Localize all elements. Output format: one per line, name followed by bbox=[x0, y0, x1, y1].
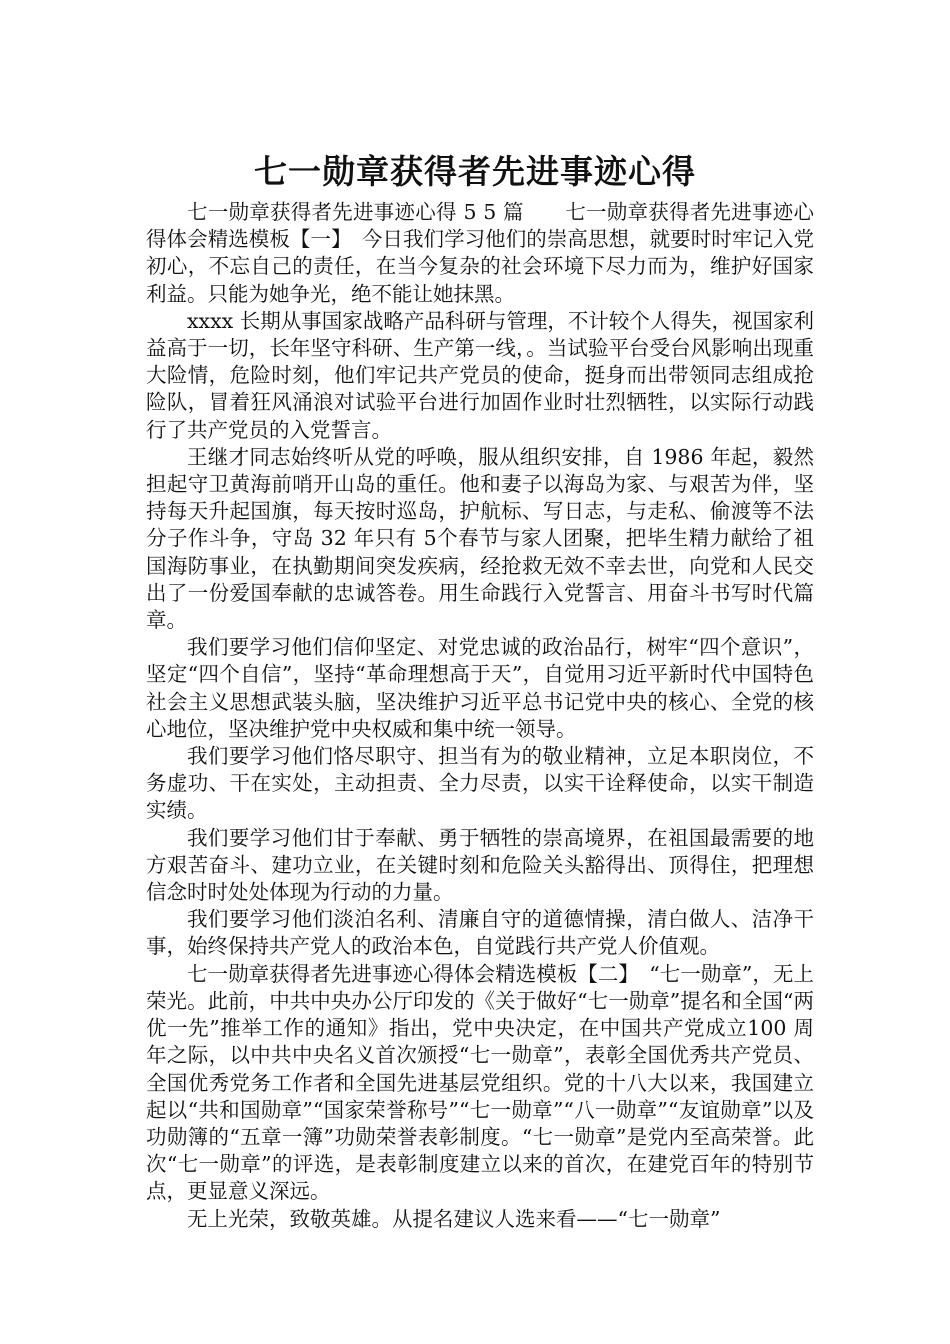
paragraph-5: 我们要学习他们恪尽职守、担当有为的敬业精神，立足本职岗位，不务虚功、干在实处，主动担责、全力尽责，以实干诠释使命，以实干制造实绩。 bbox=[146, 744, 814, 823]
document-title: 七一勋章获得者先进事迹心得 bbox=[254, 152, 696, 192]
paragraph-6: 我们要学习他们甘于奉献、勇于牺牲的崇高境界，在祖国最需要的地方艰苦奋斗、建功立业，在关键时刻和危险关头豁得出、顶得住，把理想信念时时处处体现为行动的力量。 bbox=[146, 825, 814, 905]
paragraph-8: 七一勋章获得者先进事迹心得体会精选模板【二】 “七一勋章”，无上荣光。此前，中共中央办公厅印发的《关于做好“七一勋章”提名和全国“两优一先”推举工作的通知》指出，党中央决定，在中国共产党成立100 周年之际，以中共中央名义首次颁授“七一勋章”，表彰全国优秀共产党员、全国优秀党务工作者和全国先进基层党组织。党的十八大以来，我国建立起以“共和国勋章”“国家荣誉称号”“七一勋章”“八一勋章”“友谊勋章”以及功勋簿的“五章一簿”功勋荣誉表彰制度。“七一勋章”是党内至高荣誉。此次“七一勋章”的评选，是表彰制度建立以来的首次，在建党百年的特别节点，更显意义深远。 bbox=[146, 961, 814, 1204]
paragraph-4: 我们要学习他们信仰坚定、对党忠诚的政治品行，树牢“四个意识”，坚定“四个自信”，坚持“革命理想高于天”，自觉用习近平新时代中国特色社会主义思想武装头脑，坚决维护习近平总书记党中央的核心、全党的核心地位，坚决维护党中央权威和集中统一领导。 bbox=[146, 635, 814, 741]
paragraph-1: 七一勋章获得者先进事迹心得 5 5 篇 七一勋章获得者先进事迹心得体会精选模板【一】 今日我们学习他们的崇高思想，就要时时牢记入党初心，不忘自己的责任，在当今复杂的社会环境下尽力而为，维护好国家利益。只能为她争光，绝不能让她抹黑。 bbox=[146, 200, 814, 306]
document-body bbox=[146, 199, 814, 1233]
paragraph-3: 王继才同志始终听从党的呼唤，服从组织安排，自 1986 年起，毅然担起守卫黄海前哨开山岛的重任。他和妻子以海岛为家、与艰苦为伴，坚持每天升起国旗，每天按时巡岛，护航标、写日志，与走私、偷渡等不法分子作斗争，守岛 32 年只有 5个春节与家人团聚，把毕生精力献给了祖国海防事业，在执勤期间突发疾病，经抢救无效不幸去世，向党和人民交出了一份爱国奉献的忠诚答卷。用生命践行入党誓言、用奋斗书写时代篇章。 bbox=[146, 444, 814, 633]
paragraph-2: xxxx 长期从事国家战略产品科研与管理，不计较个人得失，视国家利益高于一切，长年坚守科研、生产第一线，。当试验平台受台风影响出现重大险情，危险时刻，他们牢记共产党员的使命，挺身而出带领同志组成抢险队，冒着狂风涌浪对试验平台进行加固作业时壮烈牺牲，以实际行动践行了共产党员的入党誓言。 bbox=[146, 308, 814, 442]
paragraph-7: 我们要学习他们淡泊名利、清廉自守的道德情操，清白做人、洁净干事，始终保持共产党人的政治本色，自觉践行共产党人价值观。 bbox=[146, 907, 814, 959]
paragraph-9: 无上光荣，致敬英雄。从提名建议人选来看——“七一勋章” bbox=[187, 1206, 721, 1231]
